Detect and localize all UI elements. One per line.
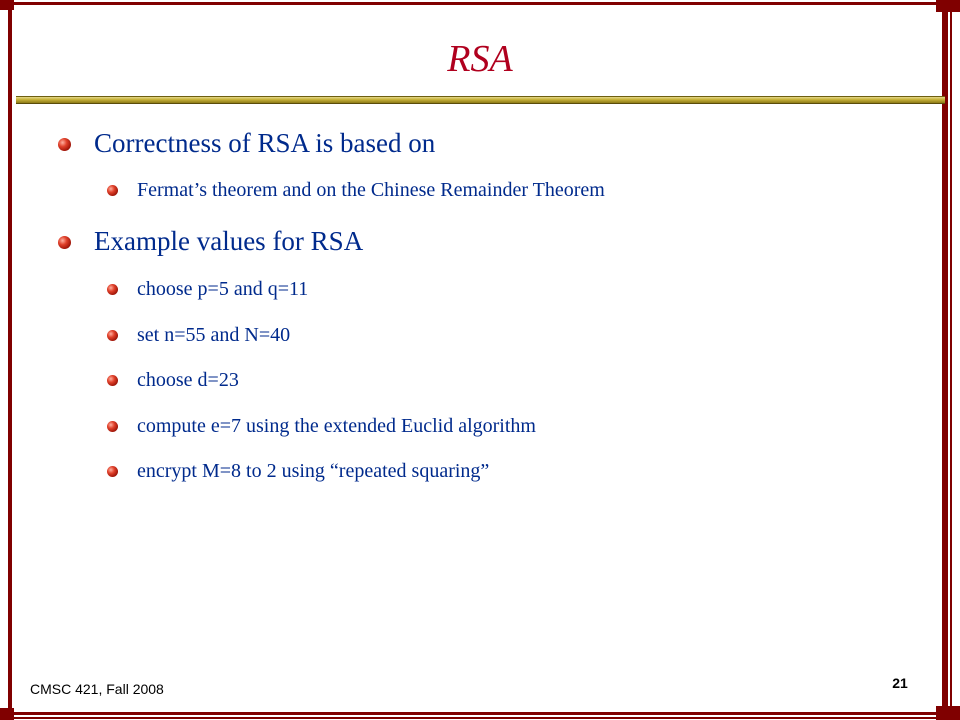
red-sphere-bullet-icon (107, 284, 118, 295)
sub-bullet-item: choose d=23 (137, 369, 239, 391)
red-sphere-bullet-icon (107, 185, 118, 196)
slide-border-right (942, 0, 948, 720)
slide-corner-top-right (936, 0, 960, 12)
slide-border-bottom-thin (0, 717, 960, 719)
red-sphere-bullet-icon (58, 138, 71, 151)
sub-bullet-item: set n=55 and N=40 (137, 324, 291, 346)
slide-border-bottom (0, 712, 960, 715)
bullet-item: Correctness of RSA is based on (94, 128, 436, 158)
sub-bullet-item: encrypt M=8 to 2 using “repeated squaring” (137, 460, 490, 482)
slide-corner-bottom-right (936, 706, 960, 720)
slide-corner-top-left (0, 0, 14, 10)
red-sphere-bullet-icon (107, 466, 118, 477)
red-sphere-bullet-icon (107, 421, 118, 432)
slide-border-left (8, 0, 12, 720)
sub-bullet-item: compute e=7 using the extended Euclid algorithm (137, 415, 536, 437)
slide-border-right-thin (950, 0, 952, 720)
sub-bullet-item: choose p=5 and q=11 (137, 278, 309, 300)
red-sphere-bullet-icon (107, 375, 118, 386)
red-sphere-bullet-icon (107, 330, 118, 341)
slide-border-top (0, 2, 960, 5)
slide-corner-bottom-left (0, 708, 14, 720)
footer-course: CMSC 421, Fall 2008 (30, 681, 164, 697)
title-underline-bar (16, 96, 945, 104)
bullet-item: Example values for RSA (94, 226, 364, 256)
page-number: 21 (892, 675, 908, 691)
red-sphere-bullet-icon (58, 236, 71, 249)
slide-title: RSA (447, 38, 513, 80)
sub-bullet-item: Fermat’s theorem and on the Chinese Remainder Theorem (137, 179, 605, 201)
